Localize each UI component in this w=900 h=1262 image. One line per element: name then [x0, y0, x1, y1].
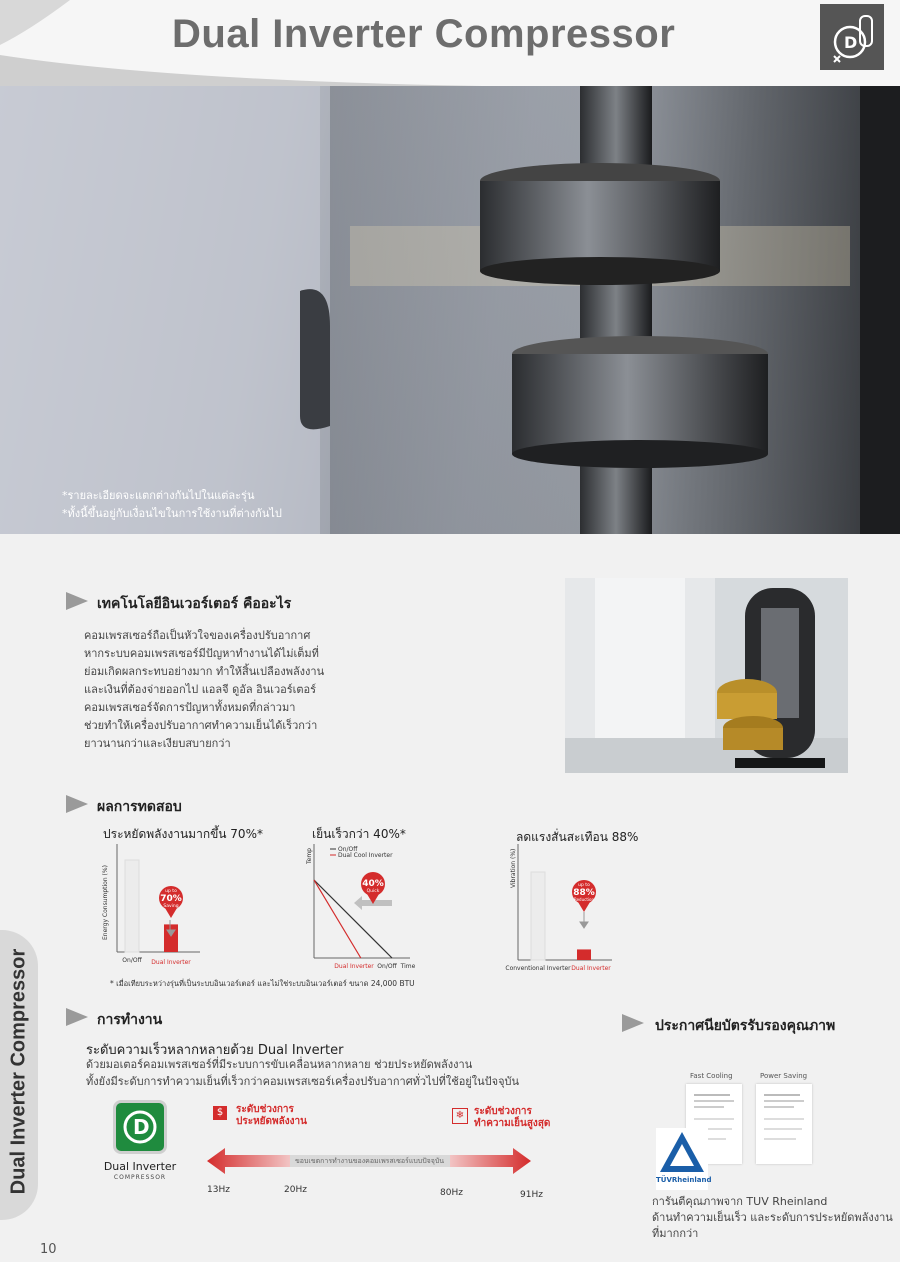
results-heading: ผลการทดสอบ: [97, 799, 182, 815]
tech-line: ช่วยทำให้เครื่องปรับอากาศทำความเย็นได้เร็วกว่า: [84, 719, 318, 732]
operation-line-1: ด้วยมอเตอร์คอมเพรสเซอร์ที่มีระบบการขับเคลื่อนหลากหลาย ช่วยประหยัดพลังงาน: [86, 1058, 473, 1071]
save-label-line-2: ประหยัดพลังงาน: [236, 1116, 307, 1127]
tech-line: คอมเพรสเซอร์ถือเป็นหัวใจของเครื่องปรับอากาศ: [84, 629, 311, 642]
hero-compressor-image: [0, 86, 900, 534]
dual-inverter-logo-icon: [113, 1100, 167, 1154]
results-footnote: * เมื่อเทียบระหว่างรุ่นที่เป็นระบบอินเวอร์เตอร์ และไม่ใช่ระบบอินเวอร์เตอร์ ขนาด 24,000 BTU: [110, 979, 415, 988]
chart1-badge: [159, 886, 183, 918]
chart2-tick-dual: Dual Inverter: [334, 963, 374, 970]
cool-label: [474, 1106, 550, 1130]
logo-sub: COMPRESSOR: [113, 1174, 167, 1181]
chart3-bar-dual: [577, 949, 591, 960]
chart2-title: เย็นเร็วกว่า 40%*: [312, 827, 406, 841]
svg-text:D: D: [844, 33, 858, 52]
compressor-illustration: [0, 86, 900, 534]
logo-text: Dual Inverter: [103, 1160, 177, 1173]
chart2-badge-value: 40%: [362, 879, 384, 889]
chart3-bar-conventional: [531, 872, 545, 960]
tech-heading: เทคโนโลยีอินเวอร์เตอร์ คืออะไร: [97, 596, 292, 612]
side-tab-label: Dual Inverter Compressor: [7, 948, 30, 1195]
cert-line: การันตีคุณภาพจาก TUV Rheinland: [652, 1195, 828, 1208]
hero-note-1: *รายละเอียดจะแตกต่างกันไปในแต่ละรุ่น: [62, 489, 255, 502]
snowflake-icon: ❄: [452, 1108, 468, 1124]
section-bullet-icon: [622, 1014, 644, 1032]
chart1-bar-dual: [164, 924, 178, 952]
range-label: ขอบเขตการทำงานของคอมเพรสเซอร์แบบปัจจุบัน: [295, 1157, 445, 1165]
save-money-icon: $: [213, 1106, 227, 1120]
chart1-bar-onoff: [125, 860, 139, 952]
cert-doc-2-label: Power Saving: [760, 1072, 808, 1080]
page-number: 10: [40, 1242, 57, 1257]
tuv-text: TÜVRheinland: [656, 1176, 712, 1184]
chart2-ylabel: Temp: [306, 848, 313, 864]
chart1-ylabel: Energy Consumption (%): [102, 865, 109, 940]
chart3-badge-bottom: Reduction: [574, 897, 594, 902]
chart3-badge: [572, 880, 596, 912]
cert-description: [652, 1194, 893, 1242]
cert-document-2: [756, 1084, 812, 1164]
chart3-title: ลดแรงสั่นสะเทือน 88%: [516, 830, 639, 844]
operation-subheading: ระดับความเร็วหลากหลายด้วย Dual Inverter: [86, 1043, 344, 1058]
cert-line: ที่มากกว่า: [652, 1227, 699, 1240]
chart1-badge-top: up to: [165, 889, 177, 894]
chart2-badge-bottom: Quick: [366, 889, 380, 894]
tech-body: [84, 627, 414, 753]
cert-doc-1-label: Fast Cooling: [690, 1072, 733, 1080]
operation-heading: การทำงาน: [97, 1012, 163, 1028]
tech-line: ย่อมเกิดผลกระทบอย่างมาก ทำให้สิ้นเปลืองพลังงาน: [84, 665, 325, 678]
compressor-room-photo: [565, 578, 848, 773]
tech-line: ยาวนานกว่าและเงียบสบายกว่า: [84, 737, 231, 750]
cool-label-line-1: ระดับช่วงการ: [474, 1106, 532, 1117]
tech-line: หากระบบคอมเพรสเซอร์มีปัญหาทำงานได้ไม่เต็มที่: [84, 647, 319, 660]
chart3-tick-dual: Dual Inverter: [571, 965, 611, 972]
tuv-triangle-icon: [656, 1128, 708, 1178]
chart1-badge-bottom: Saving: [163, 904, 179, 909]
chart3-badge-value: 88%: [573, 888, 595, 898]
chart3-badge-top: up to: [578, 883, 590, 888]
chart1-tick-onoff: On/Off: [122, 957, 142, 964]
section-bullet-icon: [66, 795, 88, 813]
cool-label-line-2: ทำความเย็นสูงสุด: [474, 1118, 551, 1129]
page-title: Dual Inverter Compressor: [172, 12, 676, 56]
hz-80: 80Hz: [440, 1188, 463, 1198]
hz-91: 91Hz: [520, 1190, 543, 1200]
chart2-legend-onoff: On/Off: [338, 846, 358, 853]
chart2-xlabel: Time: [400, 963, 416, 970]
save-label: [236, 1104, 307, 1128]
operation-line-2: ทั้งยังมีระดับการทำความเย็นที่เร็วกว่าคอมเพรสเซอร์เครื่องปรับอากาศทั่วไปที่ใช้อยู่ในปัจจุบัน: [86, 1075, 520, 1088]
hz-20: 20Hz: [284, 1185, 307, 1195]
tuv-logo: [656, 1128, 712, 1190]
hero-note-2: *ทั้งนี้ขึ้นอยู่กับเงื่อนไขในการใช้งานที่ต่างกันไป: [62, 507, 282, 520]
chart1-tick-dual: Dual Inverter: [151, 959, 191, 966]
svg-text:D: D: [133, 1115, 150, 1139]
save-label-line-1: ระดับช่วงการ: [236, 1104, 294, 1115]
tech-line: และเงินที่ต้องจ่ายออกไป แอลจี ดูอัล อินเวอร์เตอร์: [84, 683, 317, 696]
tech-line: คอมเพรสเซอร์จัดการปัญหาทั้งหมดที่กล่าวมา: [84, 701, 296, 714]
compressor-logo-icon: [820, 4, 884, 70]
chart1-title: ประหยัดพลังงานมากขึ้น 70%*: [103, 827, 263, 841]
chart2-tick-onoff: On/Off: [377, 963, 397, 970]
chart-vibration: [500, 840, 620, 975]
chart3-ylabel: Vibration (%): [510, 848, 517, 888]
section-bullet-icon: [66, 592, 88, 610]
hz-13: 13Hz: [207, 1185, 230, 1195]
chart-cooling: [302, 840, 422, 975]
chart-energy: [95, 840, 205, 975]
chart2-legend-dual: Dual Cool Inverter: [338, 852, 393, 859]
chart1-badge-value: 70%: [160, 894, 182, 904]
cert-heading: ประกาศนียบัตรรับรองคุณภาพ: [655, 1018, 836, 1034]
section-bullet-icon: [66, 1008, 88, 1026]
chart2-badge: [361, 872, 385, 904]
cert-line: ด้านทำความเย็นเร็ว และระดับการประหยัดพลังงาน: [652, 1211, 893, 1224]
chart3-tick-conventional: Conventional Inverter: [505, 965, 571, 972]
